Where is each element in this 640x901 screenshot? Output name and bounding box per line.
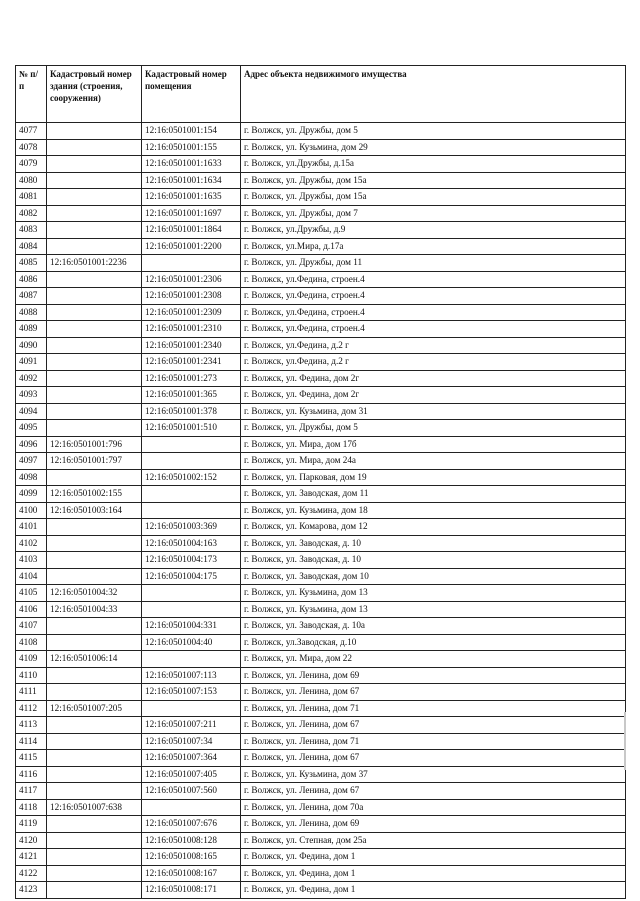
- table-row: [16, 288, 626, 305]
- cell-room-cadastral-number: 12:16:0501003:369: [142, 519, 241, 536]
- cell-address: г. Волжск, ул. Дружбы, дом 11: [241, 255, 626, 272]
- cell-address: г. Волжск, ул. Ленина, дом 69: [241, 667, 626, 684]
- cell-address: г. Волжск, ул. Ленина, дом 67: [241, 750, 626, 767]
- cell-building-cadastral-number: [47, 139, 142, 156]
- table-row: [16, 453, 626, 470]
- cell-number: 4084: [16, 238, 47, 255]
- cell-room-cadastral-number: [142, 799, 241, 816]
- cell-room-cadastral-number: [142, 436, 241, 453]
- table-row: [16, 535, 626, 552]
- cell-address: г. Волжск, ул. Мира, дом 22: [241, 651, 626, 668]
- cell-address: г. Волжск, ул. Федина, дом 1: [241, 865, 626, 882]
- cell-building-cadastral-number: [47, 370, 142, 387]
- cell-building-cadastral-number: [47, 403, 142, 420]
- table-row: [16, 865, 626, 882]
- cell-building-cadastral-number: [47, 750, 142, 767]
- cell-room-cadastral-number: [142, 585, 241, 602]
- cell-number: 4082: [16, 205, 47, 222]
- cell-number: 4107: [16, 618, 47, 635]
- cell-room-cadastral-number: 12:16:0501007:364: [142, 750, 241, 767]
- cell-address: г. Волжск, ул.Мира, д.17а: [241, 238, 626, 255]
- cell-address: г. Волжск, ул. Заводская, дом 10: [241, 568, 626, 585]
- cell-address: г. Волжск, ул.Заводская, д.10: [241, 634, 626, 651]
- table-row: [16, 717, 626, 734]
- cell-building-cadastral-number: [47, 634, 142, 651]
- cell-building-cadastral-number: [47, 667, 142, 684]
- cell-number: 4089: [16, 321, 47, 338]
- table-row: [16, 552, 626, 569]
- table-row: [16, 651, 626, 668]
- cell-building-cadastral-number: [47, 271, 142, 288]
- cell-number: 4099: [16, 486, 47, 503]
- cell-building-cadastral-number: [47, 420, 142, 437]
- cell-number: 4119: [16, 816, 47, 833]
- cell-room-cadastral-number: 12:16:0501008:128: [142, 832, 241, 849]
- column-header-address: Адрес объекта недвижимого имущества: [241, 66, 626, 123]
- cell-building-cadastral-number: [47, 156, 142, 173]
- table-body: [16, 123, 626, 899]
- cell-room-cadastral-number: 12:16:0501007:113: [142, 667, 241, 684]
- table-row: [16, 700, 626, 717]
- cell-building-cadastral-number: [47, 288, 142, 305]
- cell-building-cadastral-number: [47, 816, 142, 833]
- cell-room-cadastral-number: 12:16:0501001:2340: [142, 337, 241, 354]
- cell-address: г. Волжск, ул.Дружбы, д.15а: [241, 156, 626, 173]
- cell-room-cadastral-number: 12:16:0501008:165: [142, 849, 241, 866]
- table-row: [16, 601, 626, 618]
- table-row: [16, 733, 626, 750]
- table-row: [16, 519, 626, 536]
- cell-number: 4101: [16, 519, 47, 536]
- cell-room-cadastral-number: [142, 700, 241, 717]
- cell-address: г. Волжск, ул. Заводская, д. 10: [241, 552, 626, 569]
- cell-room-cadastral-number: 12:16:0501007:560: [142, 783, 241, 800]
- cell-address: г. Волжск, ул. Кузьмина, дом 13: [241, 601, 626, 618]
- cell-address: г. Волжск, ул. Кузьмина, дом 31: [241, 403, 626, 420]
- cell-building-cadastral-number: [47, 172, 142, 189]
- cell-room-cadastral-number: 12:16:0501001:1634: [142, 172, 241, 189]
- cell-building-cadastral-number: [47, 535, 142, 552]
- table-row: [16, 387, 626, 404]
- cell-number: 4094: [16, 403, 47, 420]
- cell-number: 4079: [16, 156, 47, 173]
- cell-building-cadastral-number: 12:16:0501006:14: [47, 651, 142, 668]
- table-row: [16, 156, 626, 173]
- cell-room-cadastral-number: 12:16:0501001:1864: [142, 222, 241, 239]
- cell-address: г. Волжск, ул. Федина, дом 2г: [241, 370, 626, 387]
- cell-address: г. Волжск, ул. Ленина, дом 71: [241, 733, 626, 750]
- cell-number: 4113: [16, 717, 47, 734]
- cell-number: 4123: [16, 882, 47, 899]
- cell-address: г. Волжск, ул. Дружбы, дом 5: [241, 420, 626, 437]
- cell-building-cadastral-number: 12:16:0501001:797: [47, 453, 142, 470]
- cell-number: 4088: [16, 304, 47, 321]
- cell-number: 4083: [16, 222, 47, 239]
- cell-number: 4095: [16, 420, 47, 437]
- scan-edge-mark: [624, 712, 626, 770]
- cell-room-cadastral-number: 12:16:0501001:273: [142, 370, 241, 387]
- table-row: [16, 502, 626, 519]
- cell-number: 4118: [16, 799, 47, 816]
- cell-number: 4096: [16, 436, 47, 453]
- cell-building-cadastral-number: [47, 717, 142, 734]
- cell-room-cadastral-number: 12:16:0501001:2306: [142, 271, 241, 288]
- cell-address: г. Волжск, ул. Кузьмина, дом 18: [241, 502, 626, 519]
- cell-number: 4097: [16, 453, 47, 470]
- cell-number: 4116: [16, 766, 47, 783]
- table-row: [16, 849, 626, 866]
- table-row: [16, 271, 626, 288]
- cell-building-cadastral-number: [47, 783, 142, 800]
- cell-building-cadastral-number: [47, 733, 142, 750]
- cell-building-cadastral-number: [47, 387, 142, 404]
- cell-room-cadastral-number: [142, 486, 241, 503]
- cell-building-cadastral-number: [47, 321, 142, 338]
- header-row: [16, 66, 626, 123]
- table-header: [16, 66, 626, 123]
- cell-room-cadastral-number: 12:16:0501001:2341: [142, 354, 241, 371]
- cell-address: г. Волжск, ул. Заводская, д. 10а: [241, 618, 626, 635]
- cell-room-cadastral-number: [142, 453, 241, 470]
- cell-room-cadastral-number: 12:16:0501004:40: [142, 634, 241, 651]
- table-row: [16, 370, 626, 387]
- cell-building-cadastral-number: [47, 205, 142, 222]
- cell-building-cadastral-number: 12:16:0501007:638: [47, 799, 142, 816]
- cell-room-cadastral-number: 12:16:0501001:365: [142, 387, 241, 404]
- cell-room-cadastral-number: 12:16:0501008:171: [142, 882, 241, 899]
- cell-building-cadastral-number: [47, 123, 142, 140]
- cell-room-cadastral-number: 12:16:0501001:2308: [142, 288, 241, 305]
- cell-address: г. Волжск, ул. Ленина, дом 67: [241, 783, 626, 800]
- table-row: [16, 568, 626, 585]
- cell-number: 4078: [16, 139, 47, 156]
- cell-room-cadastral-number: 12:16:0501004:331: [142, 618, 241, 635]
- cell-room-cadastral-number: 12:16:0501004:175: [142, 568, 241, 585]
- cell-address: г. Волжск, ул. Ленина, дом 71: [241, 700, 626, 717]
- cell-number: 4077: [16, 123, 47, 140]
- cell-number: 4112: [16, 700, 47, 717]
- cell-room-cadastral-number: 12:16:0501004:173: [142, 552, 241, 569]
- cell-address: г. Волжск, ул. Ленина, дом 69: [241, 816, 626, 833]
- cell-number: 4085: [16, 255, 47, 272]
- cell-address: г. Волжск, ул. Заводская, д. 10: [241, 535, 626, 552]
- table-row: [16, 172, 626, 189]
- table-row: [16, 750, 626, 767]
- cell-address: г. Волжск, ул. Дружбы, дом 15а: [241, 189, 626, 206]
- cell-address: г. Волжск, ул.Федина, строен.4: [241, 321, 626, 338]
- cell-building-cadastral-number: [47, 766, 142, 783]
- cell-room-cadastral-number: [142, 651, 241, 668]
- cell-building-cadastral-number: [47, 552, 142, 569]
- cadastral-register-table: [15, 65, 626, 899]
- cell-address: г. Волжск, ул. Федина, дом 1: [241, 882, 626, 899]
- cell-address: г. Волжск, ул.Дружбы, д.9: [241, 222, 626, 239]
- cell-room-cadastral-number: 12:16:0501007:34: [142, 733, 241, 750]
- cell-address: г. Волжск, ул. Комарова, дом 12: [241, 519, 626, 536]
- cell-room-cadastral-number: 12:16:0501007:153: [142, 684, 241, 701]
- table-row: [16, 123, 626, 140]
- cell-room-cadastral-number: 12:16:0501001:155: [142, 139, 241, 156]
- table-row: [16, 354, 626, 371]
- cell-number: 4091: [16, 354, 47, 371]
- cell-number: 4080: [16, 172, 47, 189]
- table-row: [16, 486, 626, 503]
- cell-address: г. Волжск, ул. Ленина, дом 70а: [241, 799, 626, 816]
- cell-number: 4093: [16, 387, 47, 404]
- cell-building-cadastral-number: 12:16:0501001:2236: [47, 255, 142, 272]
- table-row: [16, 816, 626, 833]
- cell-building-cadastral-number: 12:16:0501001:796: [47, 436, 142, 453]
- table-row: [16, 684, 626, 701]
- cell-building-cadastral-number: [47, 519, 142, 536]
- cell-address: г. Волжск, ул. Мира, дом 17б: [241, 436, 626, 453]
- table-row: [16, 783, 626, 800]
- cell-address: г. Волжск, ул. Кузьмина, дом 29: [241, 139, 626, 156]
- cell-number: 4120: [16, 832, 47, 849]
- table-row: [16, 420, 626, 437]
- table-row: [16, 337, 626, 354]
- cell-room-cadastral-number: 12:16:0501007:676: [142, 816, 241, 833]
- cell-room-cadastral-number: 12:16:0501008:167: [142, 865, 241, 882]
- cell-room-cadastral-number: 12:16:0501001:1635: [142, 189, 241, 206]
- cell-building-cadastral-number: [47, 222, 142, 239]
- cell-address: г. Волжск, ул.Федина, д.2 г: [241, 354, 626, 371]
- cell-building-cadastral-number: [47, 832, 142, 849]
- column-header-building-cadastral-number: Кадастровый номер здания (строения, сооружения): [47, 66, 142, 123]
- cell-room-cadastral-number: 12:16:0501001:510: [142, 420, 241, 437]
- cell-room-cadastral-number: 12:16:0501007:211: [142, 717, 241, 734]
- cell-building-cadastral-number: 12:16:0501003:164: [47, 502, 142, 519]
- table-row: [16, 304, 626, 321]
- cell-address: г. Волжск, ул. Парковая, дом 19: [241, 469, 626, 486]
- cell-building-cadastral-number: 12:16:0501004:33: [47, 601, 142, 618]
- cell-address: г. Волжск, ул. Мира, дом 24а: [241, 453, 626, 470]
- cell-building-cadastral-number: [47, 238, 142, 255]
- cell-building-cadastral-number: [47, 882, 142, 899]
- cell-number: 4098: [16, 469, 47, 486]
- table-row: [16, 766, 626, 783]
- cell-address: г. Волжск, ул. Ленина, дом 67: [241, 717, 626, 734]
- cell-address: г. Волжск, ул.Федина, д.2 г: [241, 337, 626, 354]
- cell-number: 4122: [16, 865, 47, 882]
- cell-address: г. Волжск, ул. Кузьмина, дом 37: [241, 766, 626, 783]
- cell-building-cadastral-number: [47, 469, 142, 486]
- cell-number: 4111: [16, 684, 47, 701]
- cell-address: г. Волжск, ул. Федина, дом 2г: [241, 387, 626, 404]
- cell-address: г. Волжск, ул. Кузьмина, дом 13: [241, 585, 626, 602]
- cell-room-cadastral-number: 12:16:0501001:1697: [142, 205, 241, 222]
- cell-number: 4090: [16, 337, 47, 354]
- table-row: [16, 634, 626, 651]
- cell-room-cadastral-number: 12:16:0501001:378: [142, 403, 241, 420]
- table-row: [16, 436, 626, 453]
- cell-room-cadastral-number: 12:16:0501002:152: [142, 469, 241, 486]
- table-row: [16, 222, 626, 239]
- cell-room-cadastral-number: 12:16:0501001:2310: [142, 321, 241, 338]
- table-row: [16, 321, 626, 338]
- cell-room-cadastral-number: [142, 502, 241, 519]
- table-row: [16, 832, 626, 849]
- cell-number: 4115: [16, 750, 47, 767]
- table-row: [16, 799, 626, 816]
- cell-building-cadastral-number: [47, 189, 142, 206]
- cell-number: 4102: [16, 535, 47, 552]
- cell-address: г. Волжск, ул.Федина, строен.4: [241, 288, 626, 305]
- cell-room-cadastral-number: 12:16:0501001:1633: [142, 156, 241, 173]
- cell-number: 4104: [16, 568, 47, 585]
- table-row: [16, 667, 626, 684]
- table-row: [16, 238, 626, 255]
- table-row: [16, 882, 626, 899]
- cell-number: 4110: [16, 667, 47, 684]
- table-row: [16, 255, 626, 272]
- cell-building-cadastral-number: [47, 304, 142, 321]
- cell-number: 4117: [16, 783, 47, 800]
- cell-number: 4081: [16, 189, 47, 206]
- cell-address: г. Волжск, ул. Заводская, дом 11: [241, 486, 626, 503]
- cell-building-cadastral-number: 12:16:0501007:205: [47, 700, 142, 717]
- cell-address: г. Волжск, ул. Дружбы, дом 5: [241, 123, 626, 140]
- cell-number: 4109: [16, 651, 47, 668]
- cell-building-cadastral-number: [47, 618, 142, 635]
- cell-building-cadastral-number: [47, 354, 142, 371]
- cell-building-cadastral-number: [47, 568, 142, 585]
- cell-address: г. Волжск, ул. Дружбы, дом 15а: [241, 172, 626, 189]
- table-row: [16, 403, 626, 420]
- cell-number: 4114: [16, 733, 47, 750]
- cell-number: 4121: [16, 849, 47, 866]
- table-row: [16, 139, 626, 156]
- cell-address: г. Волжск, ул.Федина, строен.4: [241, 271, 626, 288]
- cell-number: 4105: [16, 585, 47, 602]
- cell-room-cadastral-number: [142, 255, 241, 272]
- cell-address: г. Волжск, ул. Степная, дом 25а: [241, 832, 626, 849]
- cell-room-cadastral-number: 12:16:0501001:2309: [142, 304, 241, 321]
- cell-room-cadastral-number: 12:16:0501007:405: [142, 766, 241, 783]
- cell-address: г. Волжск, ул.Федина, строен.4: [241, 304, 626, 321]
- cell-building-cadastral-number: 12:16:0501004:32: [47, 585, 142, 602]
- cell-address: г. Волжск, ул. Ленина, дом 67: [241, 684, 626, 701]
- cell-room-cadastral-number: 12:16:0501001:154: [142, 123, 241, 140]
- cell-building-cadastral-number: 12:16:0501002:155: [47, 486, 142, 503]
- cell-address: г. Волжск, ул. Федина, дом 1: [241, 849, 626, 866]
- table-row: [16, 205, 626, 222]
- table-row: [16, 189, 626, 206]
- cell-address: г. Волжск, ул. Дружбы, дом 7: [241, 205, 626, 222]
- table-row: [16, 469, 626, 486]
- cell-number: 4100: [16, 502, 47, 519]
- cell-building-cadastral-number: [47, 865, 142, 882]
- cell-building-cadastral-number: [47, 337, 142, 354]
- cell-number: 4087: [16, 288, 47, 305]
- cell-room-cadastral-number: 12:16:0501004:163: [142, 535, 241, 552]
- table-row: [16, 618, 626, 635]
- cell-number: 4106: [16, 601, 47, 618]
- cell-building-cadastral-number: [47, 684, 142, 701]
- cell-room-cadastral-number: 12:16:0501001:2200: [142, 238, 241, 255]
- cell-number: 4103: [16, 552, 47, 569]
- cell-number: 4108: [16, 634, 47, 651]
- table-row: [16, 585, 626, 602]
- column-header-number: № п/п: [16, 66, 47, 123]
- cell-building-cadastral-number: [47, 849, 142, 866]
- cell-number: 4092: [16, 370, 47, 387]
- cell-room-cadastral-number: [142, 601, 241, 618]
- cell-number: 4086: [16, 271, 47, 288]
- column-header-room-cadastral-number: Кадастровый номер помещения: [142, 66, 241, 123]
